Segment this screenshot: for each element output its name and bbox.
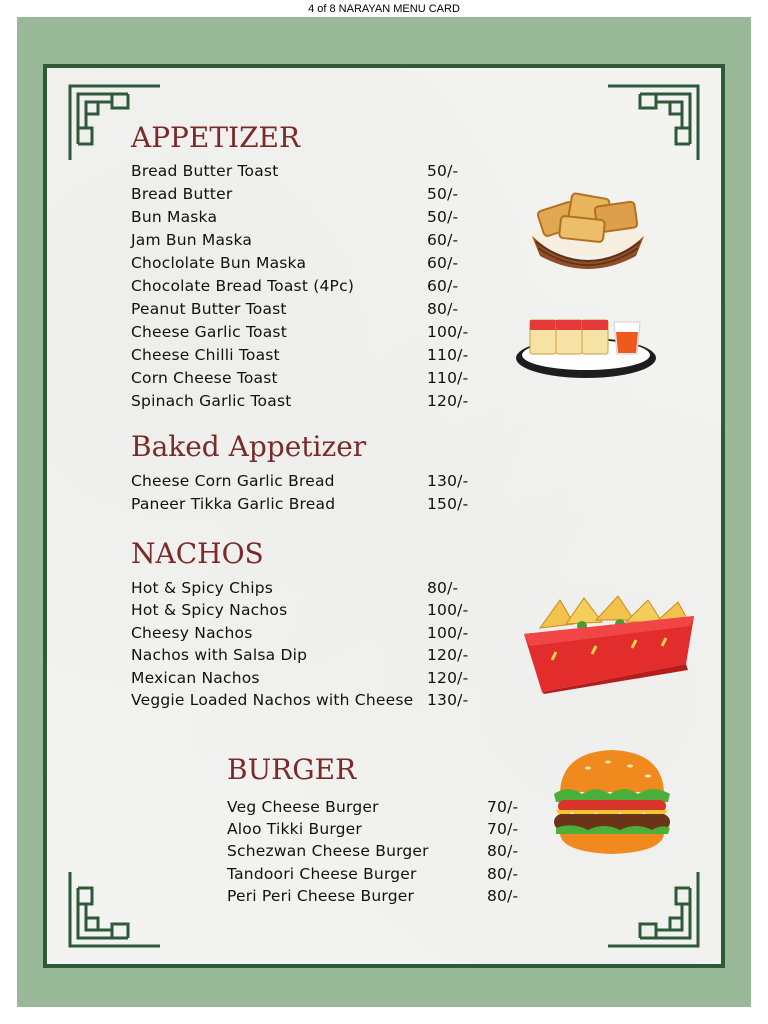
item-price: 50/- xyxy=(427,185,459,203)
item-price: 100/- xyxy=(427,601,469,620)
page-header: 4 of 8 NARAYAN MENU CARD xyxy=(308,3,460,15)
item-price: 50/- xyxy=(427,162,459,180)
menu-item xyxy=(131,231,491,254)
menu-item xyxy=(131,669,491,691)
menu-item xyxy=(131,346,491,369)
item-price: 130/- xyxy=(427,472,469,490)
item-name: Mexican Nachos xyxy=(131,668,260,687)
item-price: 60/- xyxy=(427,231,459,249)
nachos-tray-icon xyxy=(522,594,696,694)
menu-item xyxy=(131,691,491,713)
baked-appetizer-list xyxy=(131,472,491,518)
menu-item xyxy=(131,162,491,185)
item-name: Choclolate Bun Maska xyxy=(131,254,307,272)
menu-item xyxy=(131,392,491,415)
item-name: Aloo Tikki Burger xyxy=(227,820,362,839)
burger-icon xyxy=(548,748,676,856)
item-price: 120/- xyxy=(427,646,469,665)
menu-item xyxy=(131,495,491,518)
item-price: 50/- xyxy=(427,208,459,226)
corner-ornament-icon xyxy=(68,870,160,948)
nachos-list xyxy=(131,579,491,713)
item-name: Cheesy Nachos xyxy=(131,623,253,642)
item-price: 60/- xyxy=(427,254,459,272)
garlic-toast-plate-icon xyxy=(516,312,661,382)
item-price: 100/- xyxy=(427,323,469,341)
item-name: Corn Cheese Toast xyxy=(131,369,278,387)
item-price: 100/- xyxy=(427,623,469,642)
item-price: 80/- xyxy=(487,886,519,905)
item-price: 80/- xyxy=(487,842,519,861)
menu-item xyxy=(227,842,547,864)
menu-item xyxy=(227,820,547,842)
corner-ornament-icon xyxy=(608,870,700,948)
item-price: 150/- xyxy=(427,495,469,513)
item-price: 110/- xyxy=(427,369,469,387)
item-name: Cheese Chilli Toast xyxy=(131,346,280,364)
item-price: 120/- xyxy=(427,668,469,687)
item-name: Chocolate Bread Toast (4Pc) xyxy=(131,277,355,295)
item-name: Cheese Garlic Toast xyxy=(131,323,287,341)
item-name: Jam Bun Maska xyxy=(131,231,253,249)
item-name: Peri Peri Cheese Burger xyxy=(227,886,415,905)
item-name: Veg Cheese Burger xyxy=(227,798,379,816)
item-name: Veggie Loaded Nachos with Cheese xyxy=(131,690,414,709)
item-name: Tandoori Cheese Burger xyxy=(227,864,417,883)
item-name: Bun Maska xyxy=(131,208,218,226)
menu-item xyxy=(131,300,491,323)
menu-item xyxy=(131,208,491,231)
item-name: Peanut Butter Toast xyxy=(131,300,287,318)
menu-item xyxy=(131,646,491,668)
item-name: Schezwan Cheese Burger xyxy=(227,842,429,861)
section-title-burger: BURGER xyxy=(227,753,357,786)
item-name: Hot & Spicy Nachos xyxy=(131,601,288,620)
section-title-nachos: NACHOS xyxy=(131,537,264,570)
menu-item xyxy=(131,601,491,623)
item-price: 80/- xyxy=(427,300,459,318)
item-price: 60/- xyxy=(427,277,459,295)
toast-basket-icon xyxy=(524,184,652,276)
item-price: 130/- xyxy=(427,690,469,709)
menu-item xyxy=(227,887,547,909)
item-price: 70/- xyxy=(487,798,519,816)
item-price: 120/- xyxy=(427,392,469,410)
corner-ornament-icon xyxy=(608,84,700,162)
item-name: Cheese Corn Garlic Bread xyxy=(131,472,335,490)
item-price: 110/- xyxy=(427,346,469,364)
item-price: 80/- xyxy=(427,579,459,597)
menu-item xyxy=(227,798,547,820)
menu-item xyxy=(131,185,491,208)
item-price: 80/- xyxy=(487,864,519,883)
item-name: Nachos with Salsa Dip xyxy=(131,646,308,665)
item-name: Spinach Garlic Toast xyxy=(131,392,292,410)
menu-item xyxy=(131,369,491,392)
menu-item xyxy=(227,865,547,887)
item-price: 70/- xyxy=(487,820,519,839)
appetizer-list xyxy=(131,162,491,415)
menu-item xyxy=(131,624,491,646)
section-title-appetizer: APPETIZER xyxy=(131,121,301,154)
item-name: Paneer Tikka Garlic Bread xyxy=(131,495,336,513)
menu-item xyxy=(131,254,491,277)
item-name: Hot & Spicy Chips xyxy=(131,579,274,597)
menu-item xyxy=(131,323,491,346)
menu-item xyxy=(131,472,491,495)
item-name: Bread Butter Toast xyxy=(131,162,279,180)
menu-item xyxy=(131,579,491,601)
burger-list xyxy=(227,798,547,909)
section-title-baked-appetizer: Baked Appetizer xyxy=(131,430,367,463)
menu-item xyxy=(131,277,491,300)
item-name: Bread Butter xyxy=(131,185,233,203)
